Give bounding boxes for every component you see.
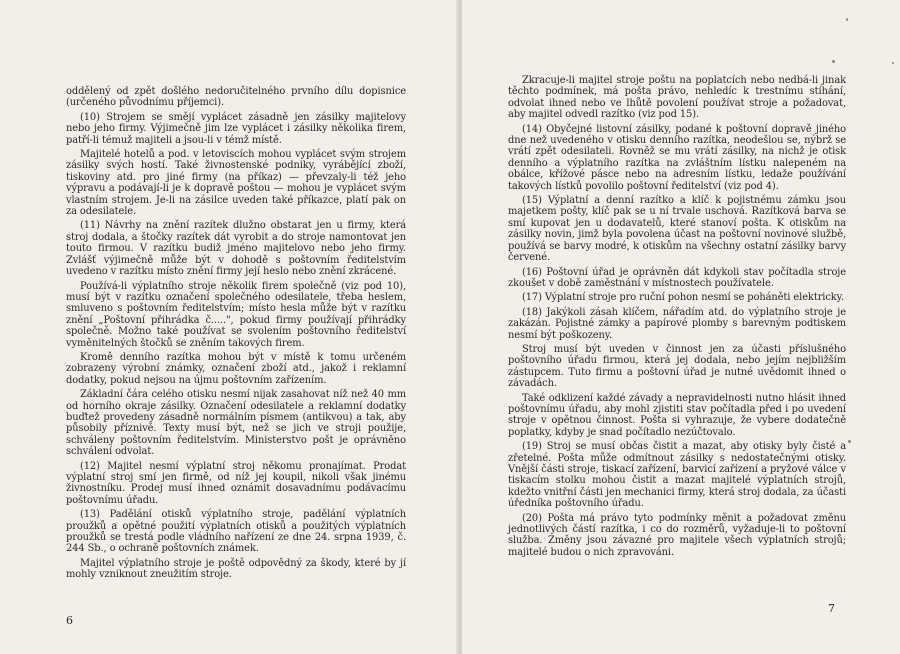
paper-speck [848, 440, 851, 443]
paragraph: (10) Strojem se smějí vyplácet zásadně jen zásilky majitelovy nebo jeho firmy. Výjimečně jim lze vyplácet i zásilky několika firem, patří-li témuž majiteli a jsou-li v témž místě. [66, 111, 406, 146]
right-text-column [508, 75, 846, 561]
paper-speck [832, 60, 835, 63]
paragraph: (19) Stroj se musí občas čistit a mazat, aby otisky byly čisté a zřetelné. Pošta může odmítnout zásilky s nedostatečnými otisky. Vnější části stroje, tiskací zařízení, barvicí zařízení a pryžové válce v tiskacím stolku mohou čistit a mazat majitelé výplatních strojů, kdežto vnitřní části jen mechanici firmy, která stroj dodala, za účasti úředníka poštovního úřadu. [508, 441, 846, 510]
paragraph: Majitelé hotelů a pod. v letoviscích mohou vyplácet svým strojem zásilky svých hostí. Také živnostenské podniky, vyrábějící zboží, tiskoviny atd. pro jiné firmy (na příkaz) — převzaly-li též jeho výpravu a podávají-li je k dopravě poštou — mohou je vyplácet svým vlastním strojem. Je-li na zásilce uveden také příkazce, platí pak on za odesilatele. [66, 149, 406, 218]
paper-speck [846, 18, 848, 21]
paragraph: (11) Návrhy na znění razítek dlužno obstarat jen u firmy, která stroj dodala, a štočky razítek dát vyrobit a do stroje namontovat jen touto firmou. V razítku budiž jméno majitelovo nebo jeho firmy. Zvlášť výjimečně může být v dohodě s poštovním ředitelstvím uvedeno v razítku místo znění firmy její heslo nebo znění zkrácené. [66, 220, 406, 278]
paragraph: (13) Padělání otisků výplatního stroje, padělání výplatních proužků a opětné použití výplatních otisků a použitých výplatních proužků se trestá podle vládního nařízení ze dne 24. srpna 1939, č. 244 Sb., o ochraně poštovních známek. [66, 509, 406, 555]
paragraph: (14) Obyčejné listovní zásilky, podané k poštovní dopravě jiného dne než uvedeného v otisku denního razítka, neodešlou se, nýbrž se vrátí zpět odesilateli. Rovněž se mu vrátí zásilky, na nichž je otisk denního a výplatního razítka na zvláštním lístku nalepeném na obálce, křížové pásce nebo na adresním lístku, ledaže používání takových lístků povolilo poštovní ředitelství (viz pod 4). [508, 123, 846, 192]
paragraph: Používá-li výplatního stroje několik firem společně (viz pod 10), musí být v razítku označení společného odesilatele, třeba heslem, smluveno s poštovním ředitelstvím; místo hesla může být v razítku znění „Poštovní přihrádka č.....", pokud firmy používají přihrádky společně. Možno také používat se svolením poštovního ředitelství vyměnitelných štočků se zněním takových firem. [66, 280, 406, 349]
paragraph: oddělený od zpět došlého nedoručitelného prvního dílu dopisnice (určeného původnímu příjemci). [66, 86, 406, 109]
paragraph: Kromě denního razítka mohou být v místě k tomu určeném zobrazeny výrobní známky, označení zboží atd., jakož i reklamní dodatky, pokud nejsou na újmu poštovním zařízením. [66, 351, 406, 386]
paragraph: Základní čára celého otisku nesmí nijak zasahovat níž než 40 mm od horního okraje zásilky. Označení odesilatele a reklamní dodatky buďtež provedeny zásadně normálním písmem (antikvou) a tak, aby působily příznivě. Texty musí být, než se jich ve stroji použije, schváleny poštovním ředitelstvím. Ministerstvo pošt je oprávněno schválení odvolat. [66, 389, 406, 458]
paragraph: (15) Výplatní a denní razítko a klíč k pojistnému zámku jsou majetkem pošty, klíč pak se u ní trvale uschová. Razítková barva se smí kupovat jen u dodavatelů, které stanoví pošta. K otiskům na zásilky novin, jimž byla povolena účast na poštovní novinové službě, používá se barvy modré, k otiskům na všechny ostatní zásilky barvy červené. [508, 195, 846, 264]
paragraph: (12) Majitel nesmí výplatní stroj někomu pronajímat. Prodat výplatní stroj smí jen firmě, od níž jej koupil, nikoli však jinému živnostníku. Prodej musí ihned oznámit dosavadnímu podávacímu poštovnímu úřadu. [66, 460, 406, 506]
paragraph: (18) Jakýkoli zásah klíčem, nářadím atd. do výplatního stroje je zakázán. Pojistné zámky a papírové plomby s barevným podtiskem nesmí být poškozeny. [508, 306, 846, 341]
right-page [462, 0, 900, 654]
left-text-column [66, 86, 406, 584]
paper-speck [892, 62, 894, 64]
paragraph: (17) Výplatní stroje pro ruční pohon nesmí se poháněti elektricky. [522, 292, 844, 304]
paragraph: Také odklizení každé závady a nepravidelnosti nutno hlásit ihned poštovnímu úřadu, aby mohl zjistiti stav počítadla před i po uvedení stroje v opětnou činnost. Pošta si vyhrazuje, že vybere dodatečně poplatky, kdyby je snad počítadlo nezúčtovalo. [508, 392, 846, 438]
paragraph: Majitel výplatního stroje je poště odpovědný za škody, které by jí mohly vzniknout zneužitím stroje. [66, 557, 406, 581]
paragraph: Stroj musí být uveden v činnost jen za účasti příslušného poštovního úřadu firmou, která jej dodala, nebo jejím nejbližším zástupcem. Tuto firmu a poštovní úřad je nutné uvědomit ihned o závadách. [508, 343, 846, 390]
page-number: 6 [66, 614, 73, 627]
paragraph: Zkracuje-li majitel stroje poštu na poplatcích nebo nedbá-li jinak těchto podmínek, má pošta právo, nehledíc k trestnímu stíhání, odvolat ihned nebo ve lhůtě povolení používat stroje a požadovat, aby majitel odvedl razítko (viz pod 15). [508, 75, 846, 121]
paragraph: (20) Pošta má právo tyto podmínky měnit a požadovat změnu jednotlivých částí razítka, i co do rozměrů, vyžaduje-li to poštovní služba. Změny jsou závazné pro majitele všech výplatních strojů; majitelé budou o nich zpravováni. [508, 512, 846, 558]
paragraph: (16) Poštovní úřad je oprávněn dát kdykoli stav počítadla stroje zkoušet v době zaměstnání v místnostech používatele. [508, 266, 846, 289]
page-number: 7 [828, 602, 835, 615]
